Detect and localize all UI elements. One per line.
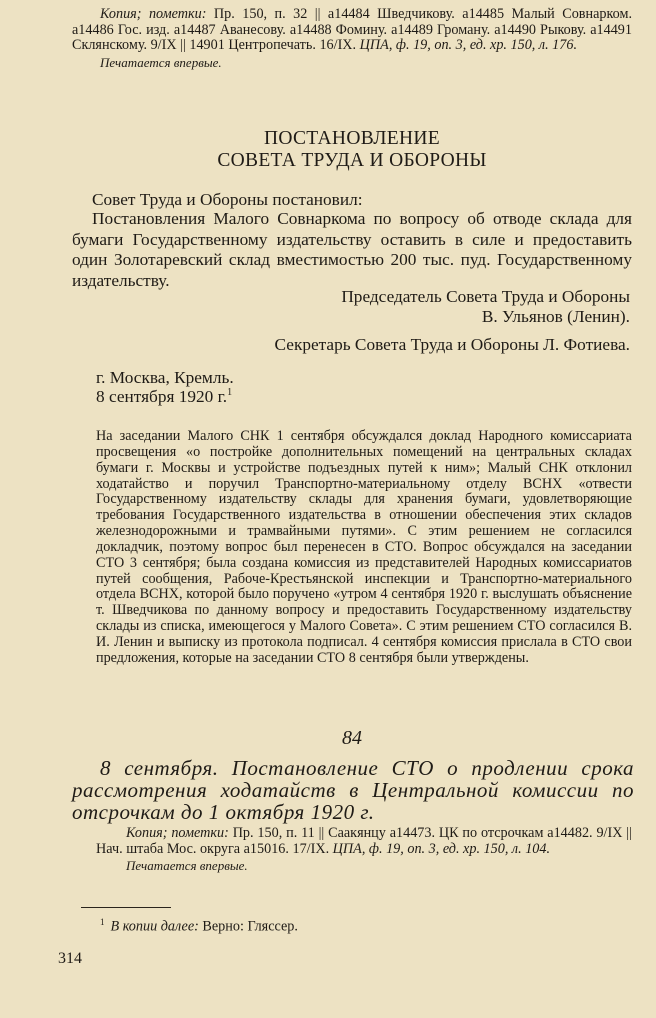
decree-place: г. Москва, Кремль.: [96, 368, 234, 387]
secretary-signature: Секретарь Совета Труда и Обороны Л. Фотиева.: [274, 335, 630, 354]
footnote-text: Верно: Гляссер.: [198, 918, 298, 935]
decree-intro: Совет Труда и Обороны постановил:: [92, 190, 363, 209]
decree-title-line-2: СОВЕТА ТРУДА И ОБОРОНЫ: [217, 150, 487, 171]
document-number: 84: [342, 727, 362, 749]
archival-note-label: Копия; пометки:: [100, 6, 207, 22]
archival-note-text: Пр. 150, п. 32 || а14484 Шведчикову. а14485 Малый Совнарком. а14486 Гос. изд. а14487 Аванесову. а14488 Фомину. а14489 Громану. а14490 Рыкову. а14491 Склянскому. 9/IX || 14901 Центропечать. 16/IX.: [72, 6, 632, 54]
document-archive-reference: ЦПА, ф. 19, оп. 3, ед. хр. 150, л. 104.: [332, 840, 551, 857]
footnote-label: В копии далее:: [110, 918, 199, 935]
decree-title-line-1: ПОСТАНОВЛЕНИЕ: [264, 128, 440, 149]
decree-body: Постановления Малого Совнаркома по вопросу об отводе склада для бумаги Государственному издательству оставить в силе и предоставить один Золотаревский склад вместимостью 200 тыс. пуд. Государственному издательству.: [72, 209, 632, 290]
archive-reference: ЦПА, ф. 19, оп. 3, ед. хр. 150, л. 176.: [359, 37, 578, 54]
decree-date: 8 сентября 1920 г.: [96, 387, 228, 406]
footnote: [100, 917, 298, 936]
page-number: 314: [58, 950, 82, 967]
decree-date-line: [96, 387, 232, 407]
publication-note: Печатается впервые.: [100, 54, 222, 70]
document-note-label: Копия; пометки:: [126, 825, 229, 841]
document-note-text: Пр. 150, п. 11 || Саакянцу а14473. ЦК по отсрочкам а14482. 9/IX || Нач. штаба Мос. округа а15016. 17/IX.: [96, 825, 632, 857]
chairman-title: Председатель Совета Труда и Обороны: [341, 287, 630, 306]
archival-note: [72, 7, 632, 70]
editorial-commentary: На заседании Малого СНК 1 сентября обсуждался доклад Народного комиссариата просвещения «о постройке дополнительных помещений на центральных складах бумаги г. Москвы и устройстве подъездных путей к ним»; Малый СНК отклонил ходатайство и поручил Транспортно-материальному отделу ВСНХ «отвести Государственному издательству склады для хранения бумаги, удовлетворяющие требования Государственного издательства в отношении обеспечения этих складов железнодорожными и трамвайными путями». С этим решением не согласился докладчик, поэтому вопрос был перенесен в СТО. Вопрос обсуждался на заседании СТО 3 сентября; была создана комиссия из представителей Народных комиссариатов путей сообщения, Рабоче-Крестьянской инспекции и Транспортно-материального отдела ВСНХ, которой было поручено «утром 4 сентября 1920 г. выслушать объяснение т. Шведчикова по данному вопросу и предоставить Государственному издательству склады из списка, имеющегося у Малого Совета». С этим решением СТО согласился В. И. Ленин и выписку из протокола подписал. 4 сентября комиссия прислала в СТО свои предложения, которые на заседании СТО 8 сентября были утверждены.: [96, 428, 632, 666]
footnote-ref: 1: [227, 387, 233, 399]
document-title: 8 сентября. Постановление СТО о продлении срока рассмотрения ходатайств в Центральной комиссии по отсрочкам до 1 октября 1920 г.: [72, 756, 634, 824]
footnote-marker: 1: [100, 917, 105, 927]
footnote-divider: [81, 907, 171, 908]
document-publication-note: Печатается впервые.: [126, 858, 248, 874]
document-archival-note: [96, 826, 632, 874]
chairman-name: В. Ульянов (Ленин).: [481, 307, 630, 326]
